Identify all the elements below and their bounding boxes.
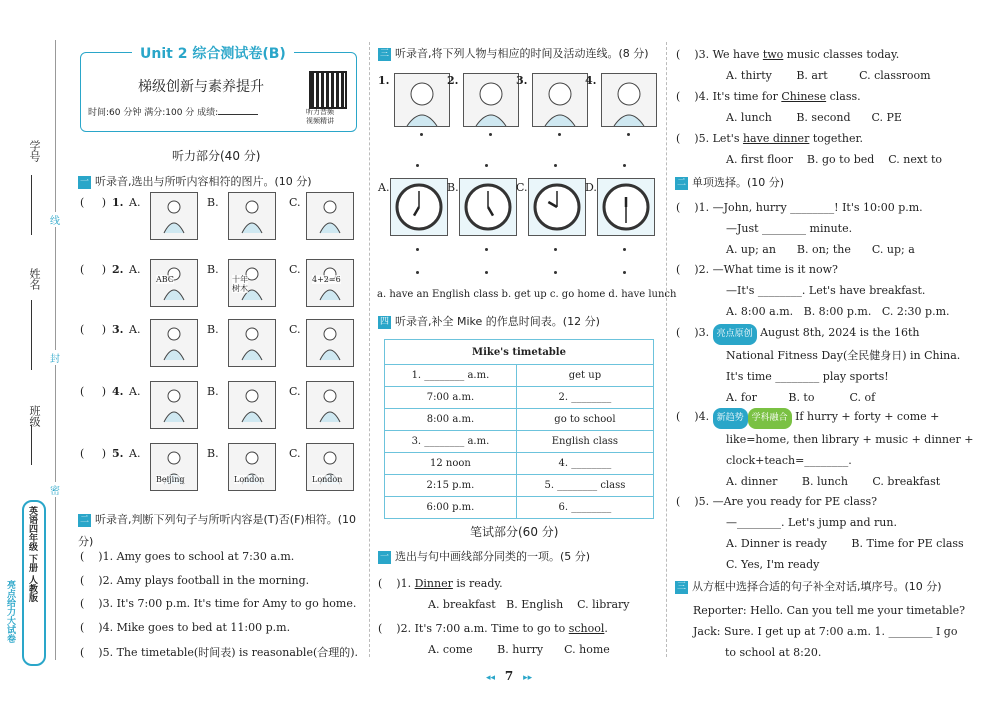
timetable-activity: 6. ________ — [516, 497, 653, 519]
trend-tag: 新趋势 — [713, 408, 748, 429]
timetable-activity: 5. ________ class — [516, 475, 653, 497]
spine-label-xingming: 姓名 — [28, 268, 41, 290]
section-c-person-number: 2. — [447, 74, 459, 87]
match-dot[interactable] — [627, 133, 630, 136]
clock-icon — [529, 179, 585, 235]
section-a-option-label: C. — [289, 263, 301, 276]
section-a-instruction — [78, 173, 312, 189]
section-g-text: 从方框中选择合适的句子补全对话,填序号。(10 分) — [692, 580, 942, 593]
section-f-q2 — [676, 259, 976, 322]
section-b-item: ( )5. The timetable(时间表) is reasonable(合理的). — [80, 646, 359, 659]
spine-label-banji: 班级 — [28, 405, 41, 427]
listening-title: 听力部分(40 分) — [172, 149, 261, 163]
timetable-title: Mike's timetable — [385, 340, 654, 365]
section-a-answer-paren[interactable]: ( ) — [80, 385, 107, 398]
g-line-3: to school at 8:20. — [725, 646, 822, 659]
section-g-instruction — [675, 578, 942, 594]
section-e-options: A. first floor B. go to bed C. next to — [726, 153, 943, 166]
timetable-row — [385, 387, 654, 409]
column-divider-1 — [369, 42, 370, 657]
timetable-row — [385, 453, 654, 475]
timetable-activity: get up — [516, 365, 653, 387]
section-c-clock[interactable] — [459, 178, 517, 236]
section-a-option-label: C. — [289, 385, 301, 398]
spine-book-text: 英语四年级 下册 人教版 — [27, 506, 37, 603]
section-a-answer-paren[interactable]: ( ) — [80, 323, 107, 336]
section-a-item-number: 4. — [112, 385, 124, 398]
match-dot[interactable] — [554, 164, 557, 167]
timetable-row — [385, 365, 654, 387]
spine-field-xuehao — [31, 175, 32, 235]
match-dot[interactable] — [623, 271, 626, 274]
section-c-text: 听录音,将下列人物与相应的时间及活动连线。(8 分) — [395, 47, 649, 60]
section-a-text: 听录音,选出与所听内容相符的图片。(10 分) — [95, 175, 312, 188]
timetable-activity: English class — [516, 431, 653, 453]
section-a-picture[interactable] — [150, 319, 198, 367]
spine-mark-feng: 封 — [50, 350, 60, 365]
section-a-picture[interactable] — [150, 381, 198, 429]
section-b-sentence: The timetable(时间表) is reasonable(合理的). — [116, 646, 359, 659]
section-b-instruction — [78, 509, 363, 553]
picture-text: 4+2=6 — [312, 275, 341, 284]
f-q3-line-b: National Fitness Day(全民健身日) in China. — [726, 349, 961, 362]
header-meta — [88, 104, 258, 118]
section-a-picture[interactable] — [306, 381, 354, 429]
timetable-row — [385, 475, 654, 497]
match-dot[interactable] — [485, 271, 488, 274]
timetable-time: 1. ________ a.m. — [385, 365, 517, 387]
timetable-activity: 2. ________ — [516, 387, 653, 409]
clock-icon — [598, 179, 654, 235]
section-g-dialogue — [693, 600, 973, 663]
f-q2-line-b: —It's ________. Let's have breakfast. — [726, 284, 926, 297]
timetable-time: 8:00 a.m. — [385, 409, 517, 431]
section-d-num: 四 — [379, 316, 389, 327]
section-a-picture[interactable] — [306, 192, 354, 240]
section-e-num: 一 — [379, 551, 389, 562]
f-q3-line-a: ( )3. 亮点原创 August 8th, 2024 is the 16th — [676, 322, 976, 345]
match-dot[interactable] — [416, 164, 419, 167]
section-d-instruction — [378, 313, 600, 329]
header-subtitle: 梯级创新与素养提升 — [138, 79, 264, 95]
section-c-clock[interactable] — [528, 178, 586, 236]
section-a-option-label: C. — [289, 323, 301, 336]
section-c-person-picture[interactable] — [601, 73, 657, 127]
f-q4-line-c: clock+teach=________. — [726, 454, 852, 467]
section-f-q3 — [676, 322, 976, 408]
spine-mark-mi: 密 — [50, 482, 60, 497]
f-q2-line-a: ( )2. —What time is it now? — [676, 263, 838, 276]
section-a-option-label: B. — [207, 263, 219, 276]
section-b-sentence: It's 7:00 p.m. It's time for Amy to go home. — [116, 597, 357, 610]
person-illustration-icon — [229, 382, 275, 428]
timetable-activity: 4. ________ — [516, 453, 653, 475]
section-c-clock-label: A. — [378, 181, 390, 194]
section-b-sentence: Mike goes to bed at 11:00 p.m. — [116, 620, 291, 634]
timetable-row — [385, 431, 654, 453]
section-a-answer-paren[interactable]: ( ) — [80, 196, 107, 209]
section-b-sentence: Amy plays football in the morning. — [116, 573, 310, 587]
section-a-num: 一 — [79, 176, 89, 187]
section-c-clock[interactable] — [390, 178, 448, 236]
f-q2-line-c: A. 8:00 a.m. B. 8:00 p.m. C. 2:30 p.m. — [726, 305, 950, 318]
match-dot[interactable] — [554, 248, 557, 251]
section-e-question: ( )3. We have two music classes today. A. thirty B. art C. classroom — [676, 44, 931, 86]
section-e-options: A. come B. hurry C. home — [428, 643, 610, 656]
spine-label-xuehao: 学号 — [28, 140, 41, 162]
f-q4-line-b: like=home, then library + music + dinner + — [726, 433, 974, 446]
picture-text: London — [312, 475, 343, 484]
timetable-time: 6:00 p.m. — [385, 497, 517, 519]
picture-text: ABC — [156, 275, 174, 284]
person-illustration-icon — [307, 320, 353, 366]
section-c-activities: a. have an English class b. get up c. go home d. have lunch — [377, 289, 677, 300]
match-dot[interactable] — [558, 133, 561, 136]
section-e-options: A. breakfast B. English C. library — [428, 598, 630, 611]
subject-tag: 学科融合 — [748, 408, 792, 429]
section-a-picture[interactable] — [150, 192, 198, 240]
match-dot[interactable] — [489, 133, 492, 136]
f-q3-line-c: It's time ________ play sports! — [726, 370, 889, 383]
timetable-row — [385, 497, 654, 519]
section-c-num: 三 — [379, 48, 389, 59]
section-c-clock-label: D. — [585, 181, 597, 194]
spine-series-text: 亮点给力大试卷 — [5, 580, 15, 643]
picture-text: Beijing — [156, 475, 185, 484]
g-line-1: Reporter: Hello. Can you tell me your timetable? — [693, 604, 966, 617]
section-c-person-picture[interactable] — [394, 73, 450, 127]
underlined-word: two — [762, 48, 784, 61]
section-a-item-number: 1. — [112, 196, 124, 209]
section-a-option-label: C. — [289, 196, 301, 209]
section-e-question: ( )2. It's 7:00 a.m. Time to go to school. A. come B. hurry C. home — [378, 618, 610, 660]
section-b-text: 听录音,判断下列句子与所听内容是(T)否(F)相符。(10 分) — [78, 513, 356, 548]
f-q4-line-d: A. dinner B. lunch C. breakfast — [726, 475, 941, 488]
section-e-question: ( )1. Dinner is ready. A. breakfast B. English C. library — [378, 573, 630, 615]
f-q1-line-a: ( )1. —John, hurry ________! It's 10:00 p.m. — [676, 201, 923, 214]
prev-arrow-icon: ◂◂ — [486, 673, 496, 683]
person-illustration-icon — [307, 193, 353, 239]
person-illustration-icon — [229, 320, 275, 366]
section-a-item-number: 5. — [112, 447, 124, 460]
section-a-item-number: 3. — [112, 323, 124, 336]
section-c-person-picture[interactable] — [463, 73, 519, 127]
section-f-q4 — [676, 406, 976, 492]
match-dot[interactable] — [485, 164, 488, 167]
section-b-item: ( )4. Mike goes to bed at 11:00 p.m. — [80, 620, 291, 634]
column-divider-2 — [666, 42, 667, 657]
timetable-activity: go to school — [516, 409, 653, 431]
spine-mark-xian: 线 — [50, 212, 60, 227]
person-illustration-icon — [229, 193, 275, 239]
page-number: 7 — [504, 669, 514, 683]
qr-code — [309, 71, 347, 109]
section-a-option-label: A. — [129, 196, 141, 209]
g-line-2: Jack: Sure. I get up at 7:00 a.m. 1. ________ I go — [693, 625, 958, 638]
match-dot[interactable] — [623, 164, 626, 167]
f-q3-line-d: A. for B. to C. of — [726, 391, 876, 404]
timetable-time: 7:00 a.m. — [385, 387, 517, 409]
child-portrait-icon — [464, 74, 518, 126]
underlined-word: school — [568, 622, 605, 635]
f-q4-line-a: ( )4. 新趋势 学科融合 If hurry + forty + come + — [676, 406, 976, 429]
spine — [0, 0, 70, 711]
f-q1-line-b: —Just ________ minute. — [726, 222, 853, 235]
timetable-table — [384, 339, 654, 519]
section-a-picture[interactable] — [228, 192, 276, 240]
spine-field-banji — [31, 425, 32, 465]
timetable — [384, 339, 654, 519]
section-d-text: 听录音,补全 Mike 的作息时间表。(12 分) — [395, 315, 600, 328]
section-b-item: ( )3. It's 7:00 p.m. It's time for Amy to go home. — [80, 597, 357, 610]
section-a-option-label: A. — [129, 263, 141, 276]
timetable-time: 3. ________ a.m. — [385, 431, 517, 453]
section-a-option-label: B. — [207, 196, 219, 209]
section-e-options: A. thirty B. art C. classroom — [726, 69, 931, 82]
match-dot[interactable] — [485, 248, 488, 251]
underlined-word: have dinner — [742, 132, 810, 145]
section-g-num: 三 — [676, 581, 686, 592]
header-meta-text: 时间:60 分钟 满分:100 分 成绩: — [88, 108, 219, 118]
match-dot[interactable] — [420, 133, 423, 136]
section-c-clock-label: B. — [447, 181, 459, 194]
f-q1-line-c: A. up; an B. on; the C. up; a — [726, 243, 915, 256]
section-f-q1 — [676, 197, 976, 260]
person-illustration-icon — [151, 382, 197, 428]
section-a-option-label: A. — [129, 385, 141, 398]
section-c-person-number: 1. — [378, 74, 390, 87]
section-e-question: ( )4. It's time for Chinese class. A. lunch B. second C. PE — [676, 86, 902, 128]
section-a-answer-paren[interactable]: ( ) — [80, 263, 107, 276]
section-c-person-number: 4. — [585, 74, 597, 87]
spine-field-xingming — [31, 300, 32, 370]
picture-text: 十年 树木 — [232, 275, 248, 293]
section-a-option-label: B. — [207, 323, 219, 336]
timetable-time: 12 noon — [385, 453, 517, 475]
section-f-instruction — [675, 174, 784, 190]
person-illustration-icon — [307, 382, 353, 428]
section-a-option-label: C. — [289, 447, 301, 460]
section-f-num: 二 — [676, 177, 686, 188]
qr-caption: 听力音频 视频精讲 — [306, 108, 334, 125]
header-title: Unit 2 综合测试卷(B) — [132, 43, 294, 63]
f-q5-line-b: —________. Let's jump and run. — [726, 516, 897, 529]
underlined-word: Dinner — [414, 577, 453, 590]
section-e-options: A. lunch B. second C. PE — [726, 111, 902, 124]
f-q5-line-c: A. Dinner is ready B. Time for PE class — [726, 537, 964, 550]
section-f-text: 单项选择。(10 分) — [692, 176, 785, 189]
section-b-item: ( )2. Amy plays football in the morning. — [80, 573, 310, 587]
section-c-clock[interactable] — [597, 178, 655, 236]
section-a-answer-paren[interactable]: ( ) — [80, 447, 107, 460]
f-q5-line-a: ( )5. —Are you ready for PE class? — [676, 495, 878, 508]
section-e-question: ( )5. Let's have dinner together. A. first floor B. go to bed C. next to — [676, 128, 942, 170]
section-a-picture[interactable] — [228, 319, 276, 367]
section-b-num: 二 — [79, 514, 89, 525]
underlined-word: Chinese — [781, 90, 827, 103]
page-footer — [486, 669, 532, 683]
section-a-item-number: 2. — [112, 263, 124, 276]
section-c-clock-label: C. — [516, 181, 528, 194]
section-b-sentence: Amy goes to school at 7:30 a.m. — [116, 550, 295, 563]
match-dot[interactable] — [416, 248, 419, 251]
section-a-option-label: B. — [207, 385, 219, 398]
section-a-option-label: B. — [207, 447, 219, 460]
section-a-option-label: A. — [129, 323, 141, 336]
original-tag: 亮点原创 — [713, 324, 757, 345]
section-e-text: 选出与句中画线部分同类的一项。(5 分) — [395, 550, 591, 563]
child-portrait-icon — [395, 74, 449, 126]
child-portrait-icon — [602, 74, 656, 126]
section-c-person-number: 3. — [516, 74, 528, 87]
match-dot[interactable] — [623, 248, 626, 251]
clock-icon — [391, 179, 447, 235]
section-a-picture[interactable] — [228, 381, 276, 429]
child-portrait-icon — [533, 74, 587, 126]
match-dot[interactable] — [554, 271, 557, 274]
match-dot[interactable] — [416, 271, 419, 274]
timetable-time: 2:15 p.m. — [385, 475, 517, 497]
person-illustration-icon — [151, 320, 197, 366]
next-arrow-icon: ▸▸ — [523, 673, 533, 683]
section-f-q5 — [676, 491, 976, 575]
section-a-picture[interactable] — [306, 319, 354, 367]
section-e-instruction — [378, 548, 590, 564]
section-c-person-picture[interactable] — [532, 73, 588, 127]
timetable-row — [385, 409, 654, 431]
f-q5-line-d: C. Yes, I'm ready — [726, 558, 820, 571]
picture-text: London — [234, 475, 265, 484]
section-a-option-label: A. — [129, 447, 141, 460]
person-illustration-icon — [151, 193, 197, 239]
clock-icon — [460, 179, 516, 235]
spine-series-badge — [22, 500, 46, 666]
section-b-item: ( )1. Amy goes to school at 7:30 a.m. — [80, 550, 295, 563]
writing-title: 笔试部分(60 分) — [470, 525, 559, 539]
section-c-instruction — [378, 45, 649, 61]
